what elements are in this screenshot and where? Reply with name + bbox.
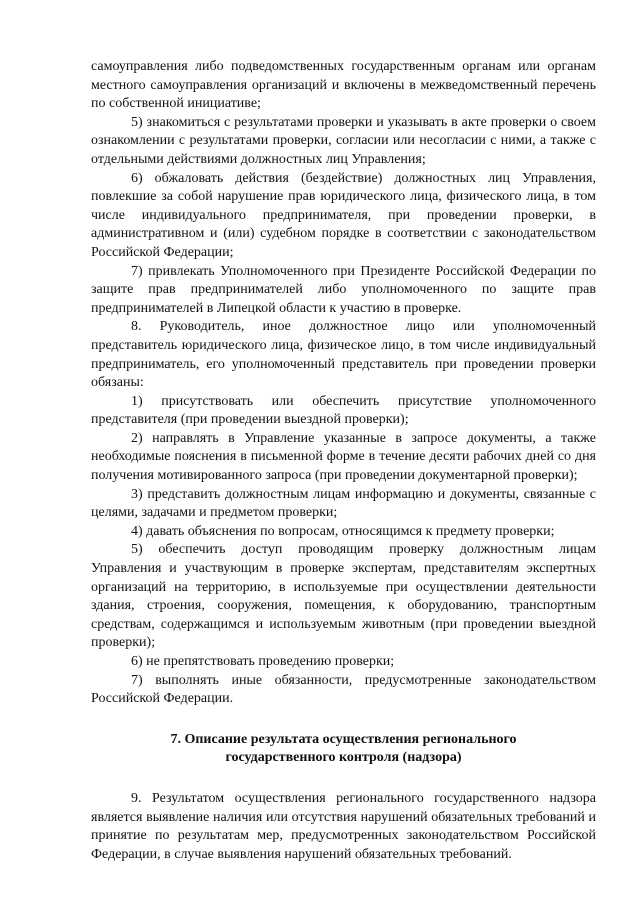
paragraph-duty-2: 2) направлять в Управление указанные в запросе документы, а также необходимые пояснения в письменной форме в течение десяти рабочих дней со дня получения мотивированного запроса (при проведении документарной проверки); <box>91 430 596 484</box>
paragraph-right-7: 7) привлекать Уполномоченного при Президенте Российской Федерации по защите прав предпринимателей либо уполномоченного по защите прав предпринимателей в Липецкой области к участию в проверке. <box>91 263 596 316</box>
paragraph-duty-5: 5) обеспечить доступ проводящим проверку должностным лицам Управления и участвующим в проверке экспертам, представителям экспертных организаций на территорию, в используемые при осуществлении деятельности здания, строения, сооружения, помещения, к оборудованию, транспортным средствам, содержащимся и используемым животным (при проведении выездной проверки); <box>91 542 596 651</box>
paragraph-right-5: 5) знакомиться с результатами проверки и указывать в акте проверки о своем ознакомлении с результатами проверки, согласии или несогласии с ними, а также с отдельными действиями должностных лиц Управления; <box>91 114 596 167</box>
section-heading-line-2: государственного контроля (надзора) <box>225 750 462 766</box>
paragraph-continuation: самоуправления либо подведомственных государственным органам или органам местного самоуправления организаций и включены в межведомственный перечень по собственной инициативе; <box>91 59 596 112</box>
paragraph-section-9: 9. Результатом осуществления регионального государственного надзора является выявление наличия или отсутствия нарушений обязательных требований и принятие по результатам мер, предусмотренных законодательством Российской Федерации, в случае выявления нарушений обязательных требований. <box>91 790 596 862</box>
paragraph-duty-1: 1) присутствовать или обеспечить присутствие уполномоченного представителя (при проведении выездной проверки); <box>91 393 596 428</box>
paragraph-duty-3: 3) представить должностным лицам информацию и документы, связанные с целями, задачами и предметом проверки; <box>91 486 596 521</box>
paragraph-duty-6: 6) не препятствовать проведению проверки; <box>131 654 395 669</box>
paragraph-right-6: 6) обжаловать действия (бездействие) должностных лиц Управления, повлекшие за собой нарушение прав юридического лица, физического лица, в том числе индивидуального предпринимателя, при проведении проверки, в административном и (или) судебном порядке в соответствии с законодательством Российской Федерации; <box>91 170 596 260</box>
paragraph-duty-4: 4) давать объяснения по вопросам, относящимся к предмету проверки; <box>131 523 555 539</box>
paragraph-section-8: 8. Руководитель, иное должностное лицо или уполномоченный представитель юридического лица, физическое лицо, в том числе индивидуальный предприниматель, его уполномоченный представитель при проведении проверки обязаны: <box>91 319 596 391</box>
section-heading <box>91 731 596 768</box>
section-heading-line-1: 7. Описание результата осуществления регионального <box>170 731 517 747</box>
paragraph-duty-7: 7) выполнять иные обязанности, предусмотренные законодательством Российской Федерации. <box>91 672 596 707</box>
